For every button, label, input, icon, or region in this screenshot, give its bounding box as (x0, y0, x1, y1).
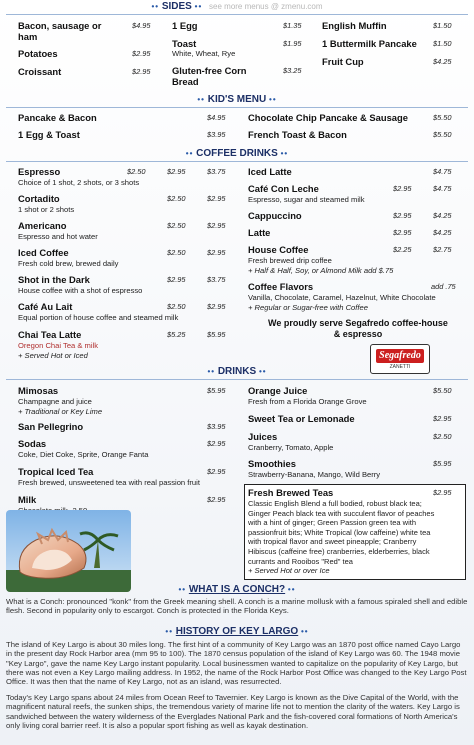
teas-desc-line: with tropical flavor and sweet pineapple; Cranberry (248, 537, 417, 547)
sides-item-name: Fruit Cup (322, 56, 364, 67)
coffee-item-price: $2.95 (393, 211, 412, 220)
coffee-item-desc: Vanilla, Chocolate, Caramel, Hazelnut, White Chocolate (248, 293, 436, 302)
coffee-item-price: $5.95 (207, 330, 226, 339)
drinks-item-note: + Traditional or Key Lime (18, 407, 103, 416)
coffee-item-price: $2.95 (393, 184, 412, 193)
drinks-item-name: Tropical Iced Tea (18, 466, 94, 477)
history-title: HISTORY OF KEY LARGO (175, 626, 299, 637)
coffee-item-note: + Half & Half, Soy, or Almond Milk add $.75 (248, 266, 394, 275)
drinks-item-desc: Fresh from a Florida Orange Grove (248, 397, 367, 406)
drinks-item-price: $2.50 (433, 432, 452, 441)
coffee-title: COFFEE DRINKS (196, 148, 278, 159)
kids-header: •• KID'S MENU •• (197, 94, 277, 105)
drinks-item-price: $5.95 (207, 386, 226, 395)
coffee-item-name: Café Au Lait (18, 301, 73, 312)
drinks-item-name: Orange Juice (248, 385, 308, 396)
sides-item-name: 1 Buttermilk Pancake (322, 38, 417, 49)
kids-item-name: Pancake & Bacon (18, 112, 97, 123)
coffee-item-note: + Regular or Sugar-free with Coffee (248, 303, 368, 312)
coffee-item-price: $4.75 (433, 184, 452, 193)
teas-desc-line: passionfruit bits; White Tropical (low caffeine) white tea (248, 527, 431, 537)
segafredo-logo-sub: ZANETTI (389, 364, 411, 370)
coffee-item-price: $2.50 (167, 248, 186, 257)
kids-item-name: French Toast & Bacon (248, 129, 347, 140)
coffee-item-name: Americano (18, 220, 67, 231)
teas-desc (248, 499, 462, 576)
sides-item-price: $4.25 (433, 57, 452, 66)
coffee-item-price: $2.95 (207, 302, 226, 311)
divider (6, 379, 468, 380)
coffee-item-price: $2.95 (167, 167, 186, 176)
drinks-item-price: $2.95 (433, 414, 452, 423)
coffee-item-price: $4.25 (433, 211, 452, 220)
coffee-item-desc: House coffee with a shot of espresso (18, 286, 143, 295)
coffee-item-name: Coffee Flavors (248, 281, 314, 292)
drinks-item-price: $3.95 (207, 422, 226, 431)
coffee-item-desc: Fresh cold brew, brewed daily (18, 259, 119, 268)
coffee-item-desc: Fresh brewed drip coffee (248, 256, 332, 265)
coffee-item-name: Shot in the Dark (18, 274, 90, 285)
segafredo-line-2: & espresso (333, 329, 383, 339)
drinks-item-name: San Pellegrino (18, 421, 84, 432)
drinks-item-desc: Coke, Diet Coke, Sprite, Orange Fanta (18, 450, 149, 459)
coffee-item-price: $2.95 (207, 221, 226, 230)
conch-shell-image (6, 510, 131, 592)
drinks-item-name: Sodas (18, 438, 47, 449)
sides-title: SIDES (161, 1, 192, 12)
teas-note: + Served Hot or over Ice (248, 566, 330, 576)
sides-item-desc: White, Wheat, Rye (172, 49, 236, 58)
coffee-item-price: $2.50 (167, 221, 186, 230)
divider (6, 107, 468, 108)
drinks-item-desc: Strawberry-Banana, Mango, Wild Berry (248, 470, 381, 479)
teas-desc-line: with a hint of ginger; Green Passion green tea with (248, 518, 417, 528)
teas-price: $2.95 (433, 488, 452, 497)
coffee-item-price: $2.75 (433, 245, 452, 254)
divider (6, 14, 468, 15)
coffee-item-price: $3.75 (207, 167, 226, 176)
teas-desc-line: Classic English Blend a full bodied, robust black tea; (248, 499, 422, 508)
drinks-item-name: Sweet Tea or Lemonade (248, 413, 355, 424)
sides-item-price: $3.25 (283, 66, 302, 75)
drinks-item-price: $5.50 (433, 386, 452, 395)
sides-item-price: $2.95 (132, 67, 151, 76)
sides-item-price: $4.95 (132, 21, 151, 30)
kids-item-price: $4.95 (207, 113, 226, 122)
sides-item-name: Bacon, sausage or ham (18, 20, 102, 42)
coffee-item-desc: Oregon Chai Tea & milk (18, 341, 99, 350)
sides-item-name: 1 Egg (172, 20, 198, 31)
coffee-item-desc: 1 shot or 2 shots (18, 205, 75, 214)
coffee-item-price: $4.75 (433, 167, 452, 176)
coffee-item-note: + Served Hot or Iced (18, 351, 88, 360)
coffee-item-desc: Choice of 1 shot, 2 shots, or 3 shots (18, 178, 140, 187)
coffee-item-desc: Espresso and hot water (18, 232, 98, 241)
teas-box (244, 484, 466, 580)
coffee-item-price: $2.50 (167, 194, 186, 203)
history-paragraph-2: Today's Key Largo spans about 24 miles from Ocean Reef to Tavernier. Key Largo is known as the Dive Capital of the World, with the magnificent natural reefs, the sunken ships, the tremendous variety of marine life not to mention the clarity of the waters. Key Largo is sandwiched between the watery wilderness of the Everglades National Park and the fish-covered coral formations of North America's only living coral barrier reef. It is also a popular sport fishing as well as kayak destination. (6, 693, 460, 730)
kids-item-name: Chocolate Chip Pancake & Sausage (248, 112, 408, 123)
drinks-item-name: Mimosas (18, 385, 59, 396)
coffee-item-name: Iced Latte (248, 166, 292, 177)
sides-item-price: $1.95 (283, 39, 302, 48)
coffee-item-price: $2.50 (167, 302, 186, 311)
sides-header: •• SIDES •• see more menus @ zmenu.com (151, 1, 323, 12)
sides-item-name: Toast (172, 38, 197, 49)
history-paragraph-1: The island of Key Largo is about 30 miles long. The first hint of a community of Key Largo was an 1870 post office named Cayo Largo in the present day Rock Harbor area (mm 95 to 100). The 1870 census population of the island of Key Largo was 60. The 1948 movie "Key Largo", gave the name Key Largo instant popularity. Local businessmen wanted to capitalize on the popularity of Key Largo, but there was not even a Key Largo mailing address. In 1952, the name of the Rock Harbor Post Office was changed to the Key Largo Post Office. It was then that the name of Key Largo, not as an island, was resurrected. (6, 640, 467, 687)
coffee-item-price: $4.25 (433, 228, 452, 237)
conch-header: •• WHAT IS A CONCH? •• (178, 584, 296, 595)
segafredo-statement (248, 318, 468, 340)
drinks-header: •• DRINKS •• (207, 366, 267, 377)
segafredo-line-1: We proudly serve Segafredo coffee-house (268, 318, 448, 328)
teas-desc-line: Ginger Peach black tea with succulent flavor of peaches (248, 508, 435, 518)
drinks-item-price: $2.95 (207, 439, 226, 448)
history-header: •• HISTORY OF KEY LARGO •• (165, 626, 309, 637)
coffee-item-price: $2.25 (393, 245, 412, 254)
coffee-item-price: add .75 (431, 282, 456, 291)
sides-item-name: English Muffin (322, 20, 387, 31)
coffee-item-price: $5.25 (167, 330, 186, 339)
coffee-item-price: $3.75 (207, 275, 226, 284)
drinks-title: DRINKS (217, 366, 257, 377)
teas-title: Fresh Brewed Teas (248, 487, 334, 498)
divider (6, 161, 468, 162)
drinks-item-price: $2.95 (207, 467, 226, 476)
kids-title: KID'S MENU (207, 94, 267, 105)
coffee-item-name: House Coffee (248, 244, 309, 255)
drinks-item-price: $5.95 (433, 459, 452, 468)
segafredo-logo-text: Segafredo (376, 349, 424, 363)
coffee-item-name: Café Con Leche (248, 183, 319, 194)
sides-item-price: $2.95 (132, 49, 151, 58)
coffee-item-name: Latte (248, 227, 271, 238)
drinks-item-desc: Fresh brewed, unsweetened tea with real passion fruit (18, 478, 200, 487)
sides-item-price: $1.35 (283, 21, 302, 30)
drinks-item-name: Smoothies (248, 458, 296, 469)
coffee-item-price: $2.95 (393, 228, 412, 237)
coffee-item-desc: Equal portion of house coffee and steamed milk (18, 313, 179, 322)
kids-item-price: $5.50 (433, 113, 452, 122)
kids-item-name: 1 Egg & Toast (18, 129, 80, 140)
coffee-item-name: Cortadito (18, 193, 60, 204)
coffee-item-name: Chai Tea Latte (18, 329, 82, 340)
kids-item-price: $3.95 (207, 130, 226, 139)
drinks-item-price: $2.95 (207, 495, 226, 504)
conch-text: What is a Conch: pronounced "konk" from the Greek meaning shell. A conch is a marine mollusk with a famous spiraled shell and edible flesh. Second in popularity only to escargot. Conch is protected in the Florida Keys. (6, 597, 468, 616)
sides-item-name: Gluten-free Corn Bread (172, 65, 247, 87)
coffee-item-price: $2.95 (207, 194, 226, 203)
coffee-item-name: Iced Coffee (18, 247, 69, 258)
drinks-item-desc: Champagne and juice (18, 397, 92, 406)
conch-photo (6, 510, 131, 592)
sides-item-name: Potatoes (18, 48, 58, 59)
coffee-item-price: $2.50 (127, 167, 146, 176)
sides-item-price: $1.50 (433, 21, 452, 30)
sides-item-name: Croissant (18, 66, 62, 77)
coffee-item-name: Espresso (18, 166, 61, 177)
coffee-item-price: $2.95 (167, 275, 186, 284)
drinks-item-name: Juices (248, 431, 278, 442)
sides-item-price: $1.50 (433, 39, 452, 48)
coffee-item-desc: Espresso, sugar and steamed milk (248, 195, 365, 204)
teas-desc-line: currants and Rooibos "Red" tea (248, 556, 353, 566)
conch-title: WHAT IS A CONCH? (188, 584, 286, 595)
kids-item-price: $5.50 (433, 130, 452, 139)
coffee-header: •• COFFEE DRINKS •• (185, 148, 289, 159)
coffee-item-name: Cappuccino (248, 210, 302, 221)
coffee-item-price: $2.95 (207, 248, 226, 257)
drinks-item-desc: Cranberry, Tomato, Apple (248, 443, 334, 452)
teas-desc-line: Hibiscus (caffeine free) cranberries, elderberries, black (248, 546, 430, 556)
watermark-text: see more menus @ zmenu.com (209, 2, 323, 11)
drinks-item-name: Milk (18, 494, 37, 505)
